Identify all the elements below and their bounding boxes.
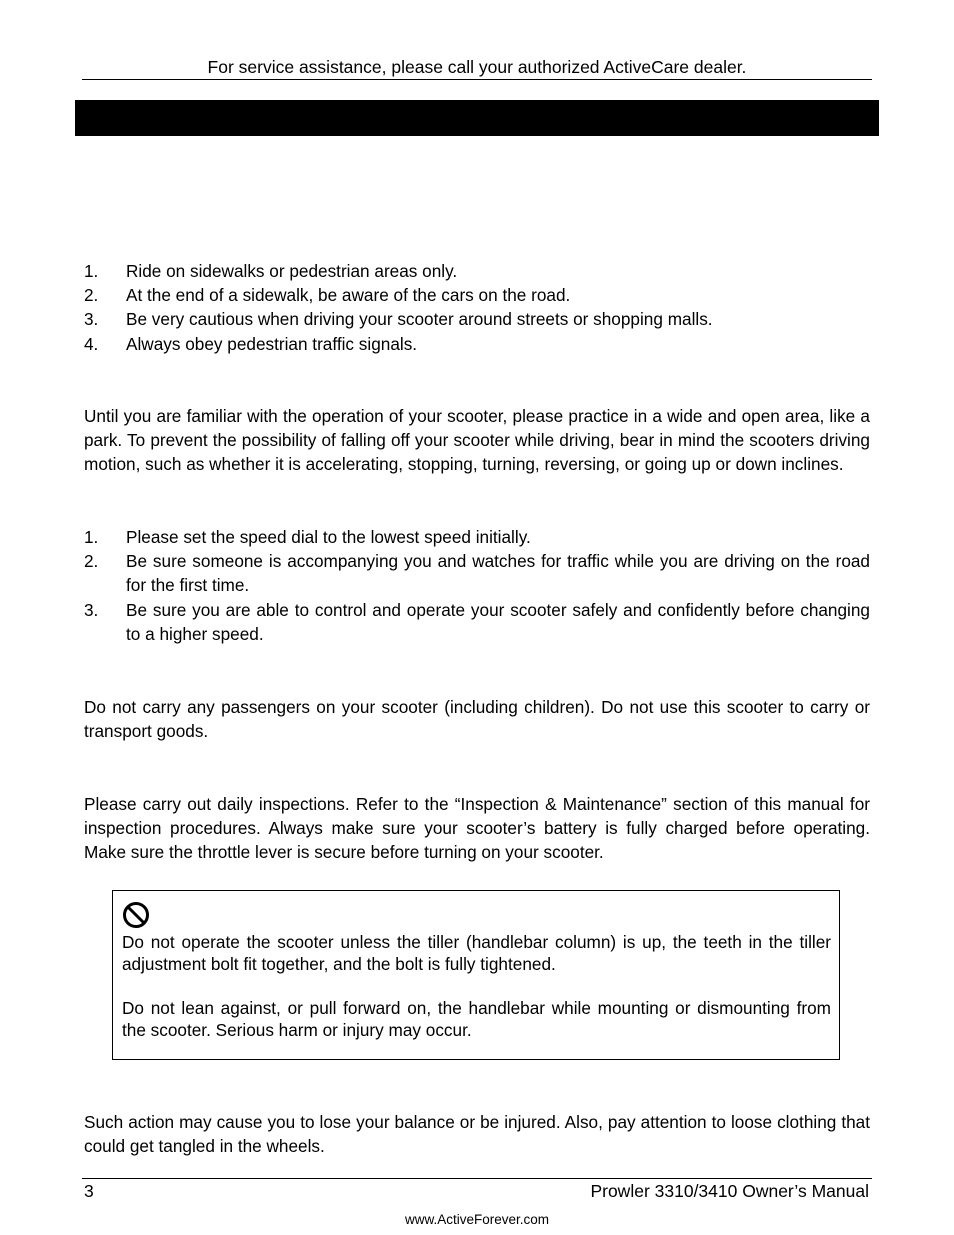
list-item-number: 1. — [84, 527, 99, 547]
warning-box — [112, 890, 840, 1060]
list-item-number: 2. — [84, 285, 99, 306]
list-item — [84, 598, 870, 646]
list-item-number: 3. — [84, 309, 99, 330]
warning-text-handlebar: Do not lean against, or pull forward on, the handlebar while mounting or dismounting from the scooter. Serious harm or injury may occur. — [122, 998, 831, 1040]
list-item — [84, 332, 870, 356]
list-item-number: 3. — [84, 599, 99, 620]
list-item — [84, 259, 870, 283]
section-title-bar — [75, 100, 879, 136]
section-1 — [84, 259, 870, 356]
list-item-text: At the end of a sidewalk, be aware of the cars on the road. — [126, 285, 571, 306]
practice-paragraph: Until you are familiar with the operation of your scooter, please practice in a wide and open area, like a park. To prevent the possibility of falling off your scooter while driving, bear in mind the scooters driving motion, such as whether it is accelerating, stopping, turning, reversing, or going up or down inclines. — [84, 406, 870, 475]
prohibition-icon — [122, 901, 150, 929]
sidewalk-rules-list — [84, 259, 870, 356]
list-item — [84, 525, 870, 549]
list-item-number: 4. — [84, 333, 99, 354]
section-2 — [84, 404, 870, 477]
list-item — [84, 283, 870, 307]
footer-url: www.ActiveForever.com — [404, 1212, 550, 1227]
section-4 — [84, 792, 870, 865]
passengers-paragraph: Do not carry any passengers on your scooter (including children). Do not use this scooter to carry or transport goods. — [84, 697, 870, 742]
header-service-text: For service assistance, please call your authorized ActiveCare dealer. — [207, 57, 747, 77]
list-item-text: Ride on sidewalks or pedestrian areas only. — [126, 261, 458, 281]
list-item-text: Be sure someone is accompanying you and watches for traffic while you are driving on the road for the first time. — [126, 551, 870, 596]
section-3 — [84, 695, 870, 743]
list-item-text: Be very cautious when driving your scooter around streets or shopping malls. — [126, 309, 713, 330]
list-item — [84, 549, 870, 597]
list-item — [84, 307, 870, 331]
section-5 — [84, 1110, 870, 1158]
header-divider — [82, 79, 872, 80]
list-item-text: Be sure you are able to control and operate your scooter safely and confidently before changing to a higher speed. — [126, 599, 870, 644]
list-item-number: 1. — [84, 261, 99, 281]
list-item-number: 2. — [84, 551, 99, 572]
list-item-text: Always obey pedestrian traffic signals. — [126, 333, 418, 354]
page-number: 3 — [84, 1181, 94, 1201]
list-item-text: Please set the speed dial to the lowest speed initially. — [126, 527, 531, 547]
footer-divider — [82, 1178, 872, 1179]
warning-text-tiller: Do not operate the scooter unless the tiller (handlebar column) is up, the teeth in the tiller adjustment bolt fit together, and the bolt is fully tightened. — [122, 932, 831, 974]
practice-steps-list — [84, 525, 870, 646]
manual-title: Prowler 3310/3410 Owner’s Manual — [590, 1181, 869, 1201]
balance-paragraph: Such action may cause you to lose your balance or be injured. Also, pay attention to loose clothing that could get tangled in the wheels. — [84, 1112, 870, 1157]
inspection-paragraph: Please carry out daily inspections. Refer to the “Inspection & Maintenance” section of this manual for inspection procedures. Always make sure your scooter’s battery is fully charged before operating. Make sure the throttle lever is secure before turning on your scooter. — [84, 794, 870, 863]
section-2-list — [84, 525, 870, 646]
